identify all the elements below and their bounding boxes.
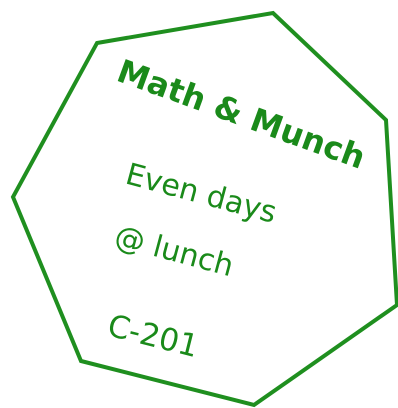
room-number: C-201 bbox=[104, 307, 203, 366]
club-title: Math & Munch bbox=[112, 51, 371, 177]
schedule-days: Even days bbox=[121, 156, 281, 231]
schedule-time: @ lunch bbox=[110, 218, 238, 285]
